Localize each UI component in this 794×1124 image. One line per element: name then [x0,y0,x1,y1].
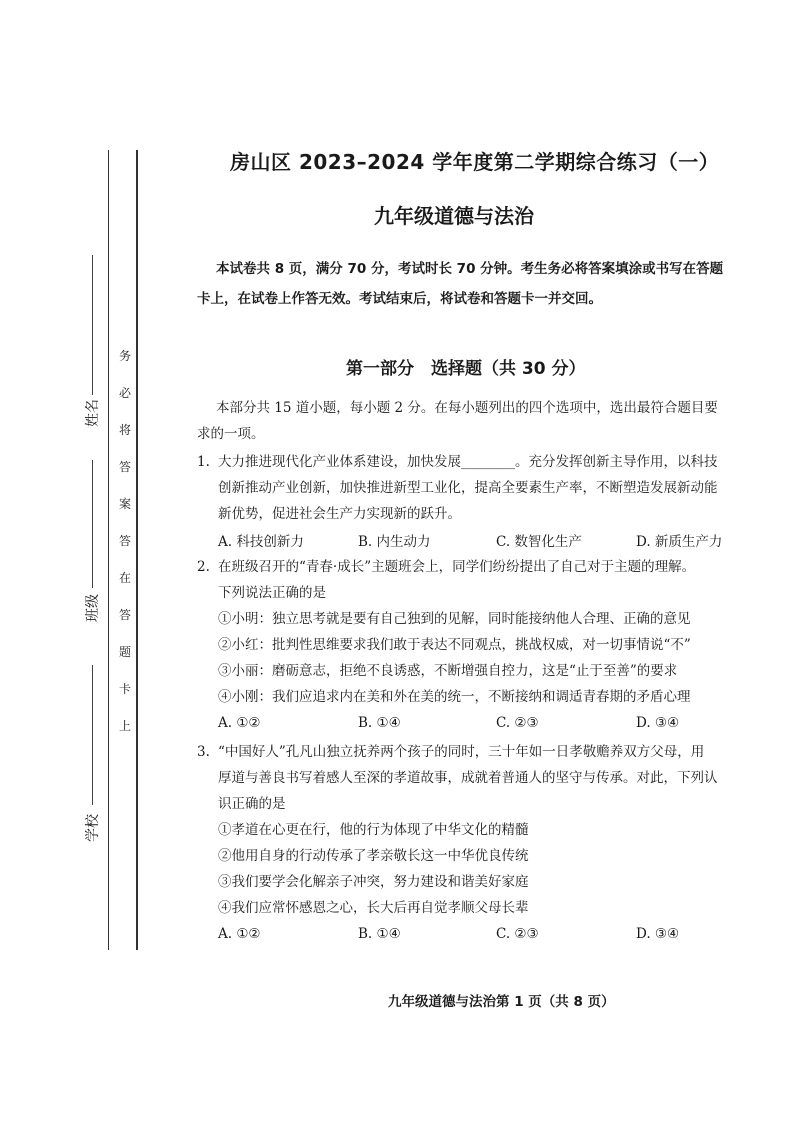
question-text-line: 厚道与善良书写着感人至深的孝道故事，成就着普通人的坚守与传承。对此，下列认 [218,770,718,786]
seal-char: 将 [118,423,131,437]
option-a[interactable]: A. 科技创新力 [218,534,304,550]
exam-subject: 九年级道德与法治 [374,204,534,228]
question-text-line: “中国好人”孔凡山独立抚养两个孩子的同时，三十年如一日孝敬赡养双方父母，用 [218,744,705,760]
question-text-line: 大力推进现代化产业体系建设，加快发展________。充分发挥创新主导作用，以科技 [218,454,718,470]
exam-title: 房山区 2023–2024 学年度第二学期综合练习（一） [230,150,720,174]
school-field-line[interactable] [92,665,93,805]
name-field-line[interactable] [92,255,93,395]
question-text-line: 在班级召开的“青春·成长”主题班会上，同学们纷纷提出了自己对于主题的理解。 [218,559,696,575]
option-a[interactable]: A. ①② [218,926,261,942]
section-heading: 第一部分 选择题（共 30 分） [346,359,586,379]
section-intro-line-2: 求的一项。 [197,426,265,442]
seal-char: 答 [118,460,131,474]
option-d[interactable]: D. 新质生产力 [636,534,723,550]
section-intro-line-1: 本部分共 15 道小题，每小题 2 分。在每小题列出的四个选项中，选出最符合题目要 [216,400,718,416]
seal-char: 卡 [118,682,131,696]
option-a[interactable]: A. ①② [218,715,261,731]
seal-char: 案 [118,497,131,511]
option-c[interactable]: C. ②③ [496,715,539,731]
option-d[interactable]: D. ③④ [636,926,680,942]
seal-char: 必 [118,386,131,400]
question-text-line: 新优势，促进社会生产力实现新的跃升。 [218,506,461,522]
school-label: 学校 [85,814,101,842]
statement-line: ④我们应常怀感恩之心，长大后再自觉孝顺父母长辈 [218,900,529,916]
seal-char: 务 [118,349,131,363]
margin-line-inner [136,150,138,950]
statement-line: ④小刚：我们应追求内在美和外在美的统一，不断接纳和调适青春期的矛盾心理 [218,689,691,705]
instructions-line-2: 卡上，在试卷上作答无效。考试结束后，将试卷和答题卡一并交回。 [197,291,602,307]
statement-line: ②他用自身的行动传承了孝亲敬长这一中华优良传统 [218,848,529,864]
statement-line: ③我们要学会化解亲子冲突，努力建设和谐美好家庭 [218,874,529,890]
seal-char: 题 [118,645,131,659]
seal-char: 在 [118,571,131,585]
statement-line: ③小丽：磨砺意志，拒绝不良诱惑，不断增强自控力，这是“止于至善”的要求 [218,663,678,679]
seal-char: 上 [118,719,131,733]
question-text-line: 创新推动产业创新，加快推进新型工业化，提高全要素生产率，不断塑造发展新动能 [218,480,718,496]
class-label: 班级 [85,594,101,622]
option-c[interactable]: C. 数智化生产 [496,534,582,550]
option-b[interactable]: B. ①④ [358,926,401,942]
statement-line: ①孝道在心更在行，他的行为体现了中华文化的精髓 [218,822,529,838]
option-b[interactable]: B. ①④ [358,715,401,731]
question-number: 2. [197,559,210,575]
question-text-line: 识正确的是 [218,796,286,812]
name-label: 姓名 [85,399,101,427]
statement-line: ②小红：批判性思维要求我们敢于表达不同观点，挑战权威，对一切事情说“不” [218,637,691,653]
option-b[interactable]: B. 内生动力 [358,534,431,550]
question-number: 1. [197,454,210,470]
seal-char: 答 [118,534,131,548]
class-field-line[interactable] [92,460,93,588]
option-c[interactable]: C. ②③ [496,926,539,942]
option-d[interactable]: D. ③④ [636,715,680,731]
instructions-line-1: 本试卷共 8 页，满分 70 分，考试时长 70 分钟。考生务必将答案填涂或书写在答题 [216,261,724,277]
seal-char: 答 [118,608,131,622]
question-text-line: 下列说法正确的是 [218,585,326,601]
statement-line: ①小明：独立思考就是要有自己独到的见解，同时能接纳他人合理、正确的意见 [218,611,691,627]
question-number: 3. [197,744,210,760]
page-footer: 九年级道德与法治第 1 页（共 8 页） [388,994,615,1010]
margin-line-outer [108,150,109,950]
